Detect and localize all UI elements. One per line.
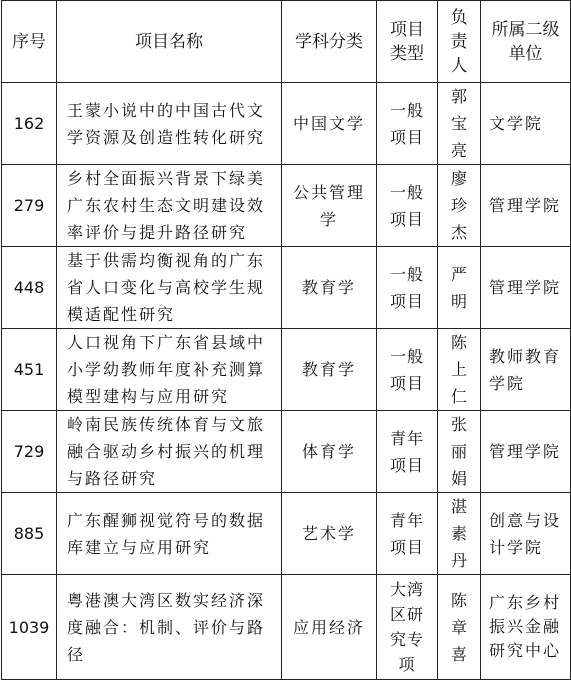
row-person: 陈章喜 — [438, 575, 481, 680]
header-person: 负责人 — [438, 1, 481, 83]
row-category: 应用经济 — [282, 575, 377, 680]
row-unit: 文学院 — [481, 83, 571, 165]
row-type: 大湾区研究专项 — [377, 575, 438, 680]
row-category: 教育学 — [282, 329, 377, 411]
row-type: 一般项目 — [377, 329, 438, 411]
row-unit: 管理学院 — [481, 411, 571, 493]
row-seq: 451 — [2, 329, 57, 411]
row-person: 严明 — [438, 247, 481, 329]
row-seq: 162 — [2, 83, 57, 165]
row-project-name: 基于供需均衡视角的广东省人口变化与高校学生规模适配性研究 — [57, 247, 282, 329]
row-category: 公共管理学 — [282, 165, 377, 247]
row-type: 青年项目 — [377, 493, 438, 575]
row-type: 一般项目 — [377, 247, 438, 329]
header-name: 项目名称 — [57, 1, 282, 83]
row-seq: 279 — [2, 165, 57, 247]
row-category: 教育学 — [282, 247, 377, 329]
row-project-name: 粤港澳大湾区数实经济深度融合：机制、评价与路径 — [57, 575, 282, 680]
row-seq: 1039 — [2, 575, 57, 680]
row-person: 张丽娟 — [438, 411, 481, 493]
row-type: 一般项目 — [377, 83, 438, 165]
row-category: 中国文学 — [282, 83, 377, 165]
header-seq: 序号 — [2, 1, 57, 83]
row-category: 艺术学 — [282, 493, 377, 575]
header-category: 学科分类 — [282, 1, 377, 83]
row-unit: 广东乡村振兴金融研究中心 — [481, 575, 571, 680]
row-person: 湛素丹 — [438, 493, 481, 575]
row-unit: 管理学院 — [481, 165, 571, 247]
row-person: 廖珍杰 — [438, 165, 481, 247]
row-project-name: 广东醒狮视觉符号的数据库建立与应用研究 — [57, 493, 282, 575]
row-type: 一般项目 — [377, 165, 438, 247]
row-project-name: 乡村全面振兴背景下绿美广东农村生态文明建设效率评价与提升路径研究 — [57, 165, 282, 247]
projects-table — [1, 0, 571, 680]
header-unit: 所属二级单位 — [481, 1, 571, 83]
table-row — [2, 575, 571, 680]
table-row — [2, 329, 571, 411]
table-row — [2, 493, 571, 575]
table-row — [2, 83, 571, 165]
row-unit: 创意与设计学院 — [481, 493, 571, 575]
row-person: 郭宝亮 — [438, 83, 481, 165]
row-category: 体育学 — [282, 411, 377, 493]
row-project-name: 人口视角下广东省县域中小学幼教师年度补充测算模型建构与应用研究 — [57, 329, 282, 411]
row-person: 陈上仁 — [438, 329, 481, 411]
row-project-name: 王蒙小说中的中国古代文学资源及创造性转化研究 — [57, 83, 282, 165]
table-row — [2, 247, 571, 329]
table-row — [2, 411, 571, 493]
row-seq: 448 — [2, 247, 57, 329]
row-type: 青年项目 — [377, 411, 438, 493]
row-seq: 729 — [2, 411, 57, 493]
row-project-name: 岭南民族传统体育与文旅融合驱动乡村振兴的机理与路径研究 — [57, 411, 282, 493]
row-unit: 教师教育学院 — [481, 329, 571, 411]
header-type: 项目类型 — [377, 1, 438, 83]
header-row — [2, 1, 571, 83]
row-seq: 885 — [2, 493, 57, 575]
table-row — [2, 165, 571, 247]
row-unit: 管理学院 — [481, 247, 571, 329]
